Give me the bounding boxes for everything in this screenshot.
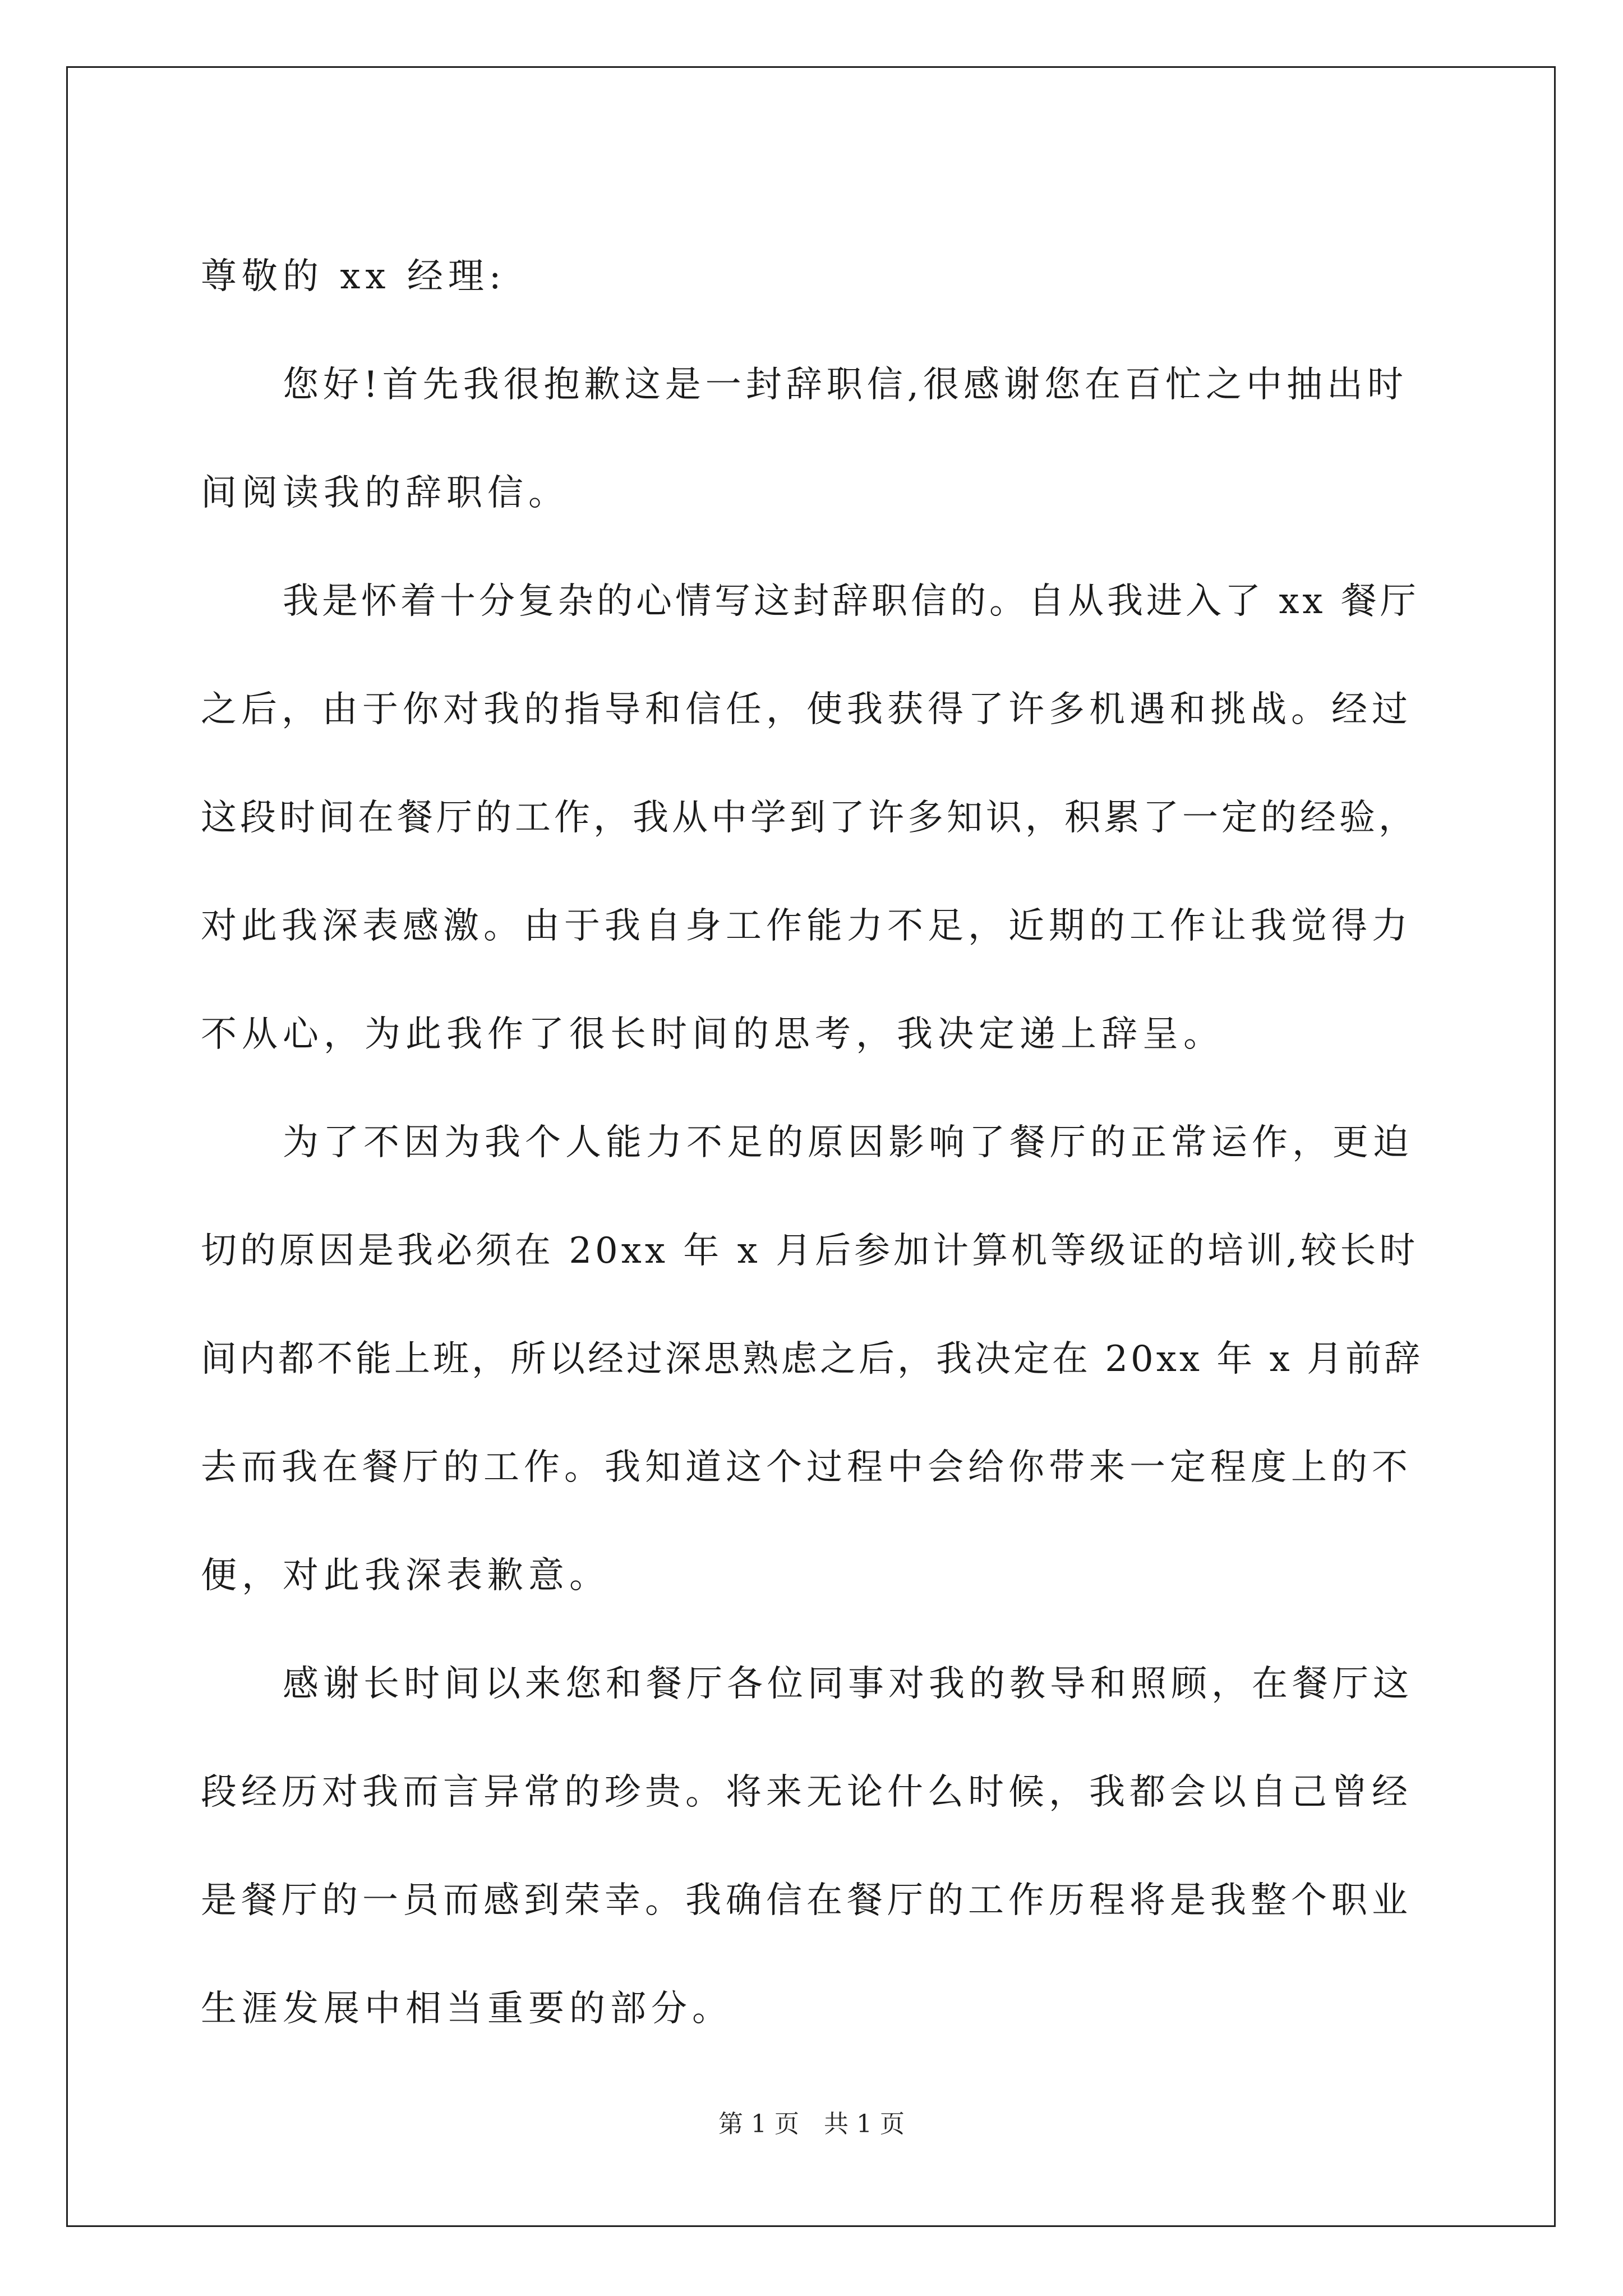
paragraph-3-line-1: 为了不因为我个人能力不足的原因影响了餐厅的正常运作，更迫	[283, 1121, 1413, 1163]
letter-body	[201, 219, 1423, 2059]
paragraph-4-line-4: 生涯发展中相当重要的部分。	[201, 1987, 733, 2030]
paragraph-3-line-4: 去而我在餐厅的工作。我知道这个过程中会给你带来一定程度上的不	[201, 1446, 1412, 1488]
paragraph-4-line-2: 段经历对我而言异常的珍贵。将来无论什么时候，我都会以自己曾经	[201, 1771, 1412, 1813]
paragraph-2-line-1: 我是怀着十分复杂的心情写这封辞职信的。自从我进入了 xx 餐厅	[283, 580, 1419, 622]
paragraph-2-line-4: 对此我深表感激。由于我自身工作能力不足，近期的工作让我觉得力	[201, 905, 1412, 947]
paragraph-4-line-3: 是餐厅的一员而感到荣幸。我确信在餐厅的工作历程将是我整个职业	[201, 1879, 1412, 1921]
page-number-footer: 第 1 页 共 1 页	[718, 2110, 905, 2138]
paragraph-3-line-2: 切的原因是我必须在 20xx 年 x 月后参加计算机等级证的培训,较长时	[201, 1230, 1419, 1272]
paragraph-2-line-3: 这段时间在餐厅的工作，我从中学到了许多知识，积累了一定的经验，	[201, 797, 1418, 839]
paragraph-1-line-2: 间阅读我的辞职信。	[201, 472, 569, 514]
paragraph-2-line-5: 不从心，为此我作了很长时间的思考，我决定递上辞呈。	[201, 1013, 1224, 1055]
paragraph-3-line-5: 便，对此我深表歉意。	[201, 1554, 610, 1596]
paragraph-3-line-3: 间内都不能上班，所以经过深思熟虑之后，我决定在 20xx 年 x 月前辞	[201, 1338, 1423, 1380]
paragraph-4-line-1: 感谢长时间以来您和餐厅各位同事对我的教导和照顾，在餐厅这	[283, 1663, 1413, 1705]
paragraph-1-line-1: 您好!首先我很抱歉这是一封辞职信,很感谢您在百忙之中抽出时	[283, 364, 1408, 406]
salutation: 尊敬的 xx 经理:	[201, 255, 506, 297]
paragraph-2-line-2: 之后，由于你对我的指导和信任，使我获得了许多机遇和挑战。经过	[201, 688, 1412, 730]
